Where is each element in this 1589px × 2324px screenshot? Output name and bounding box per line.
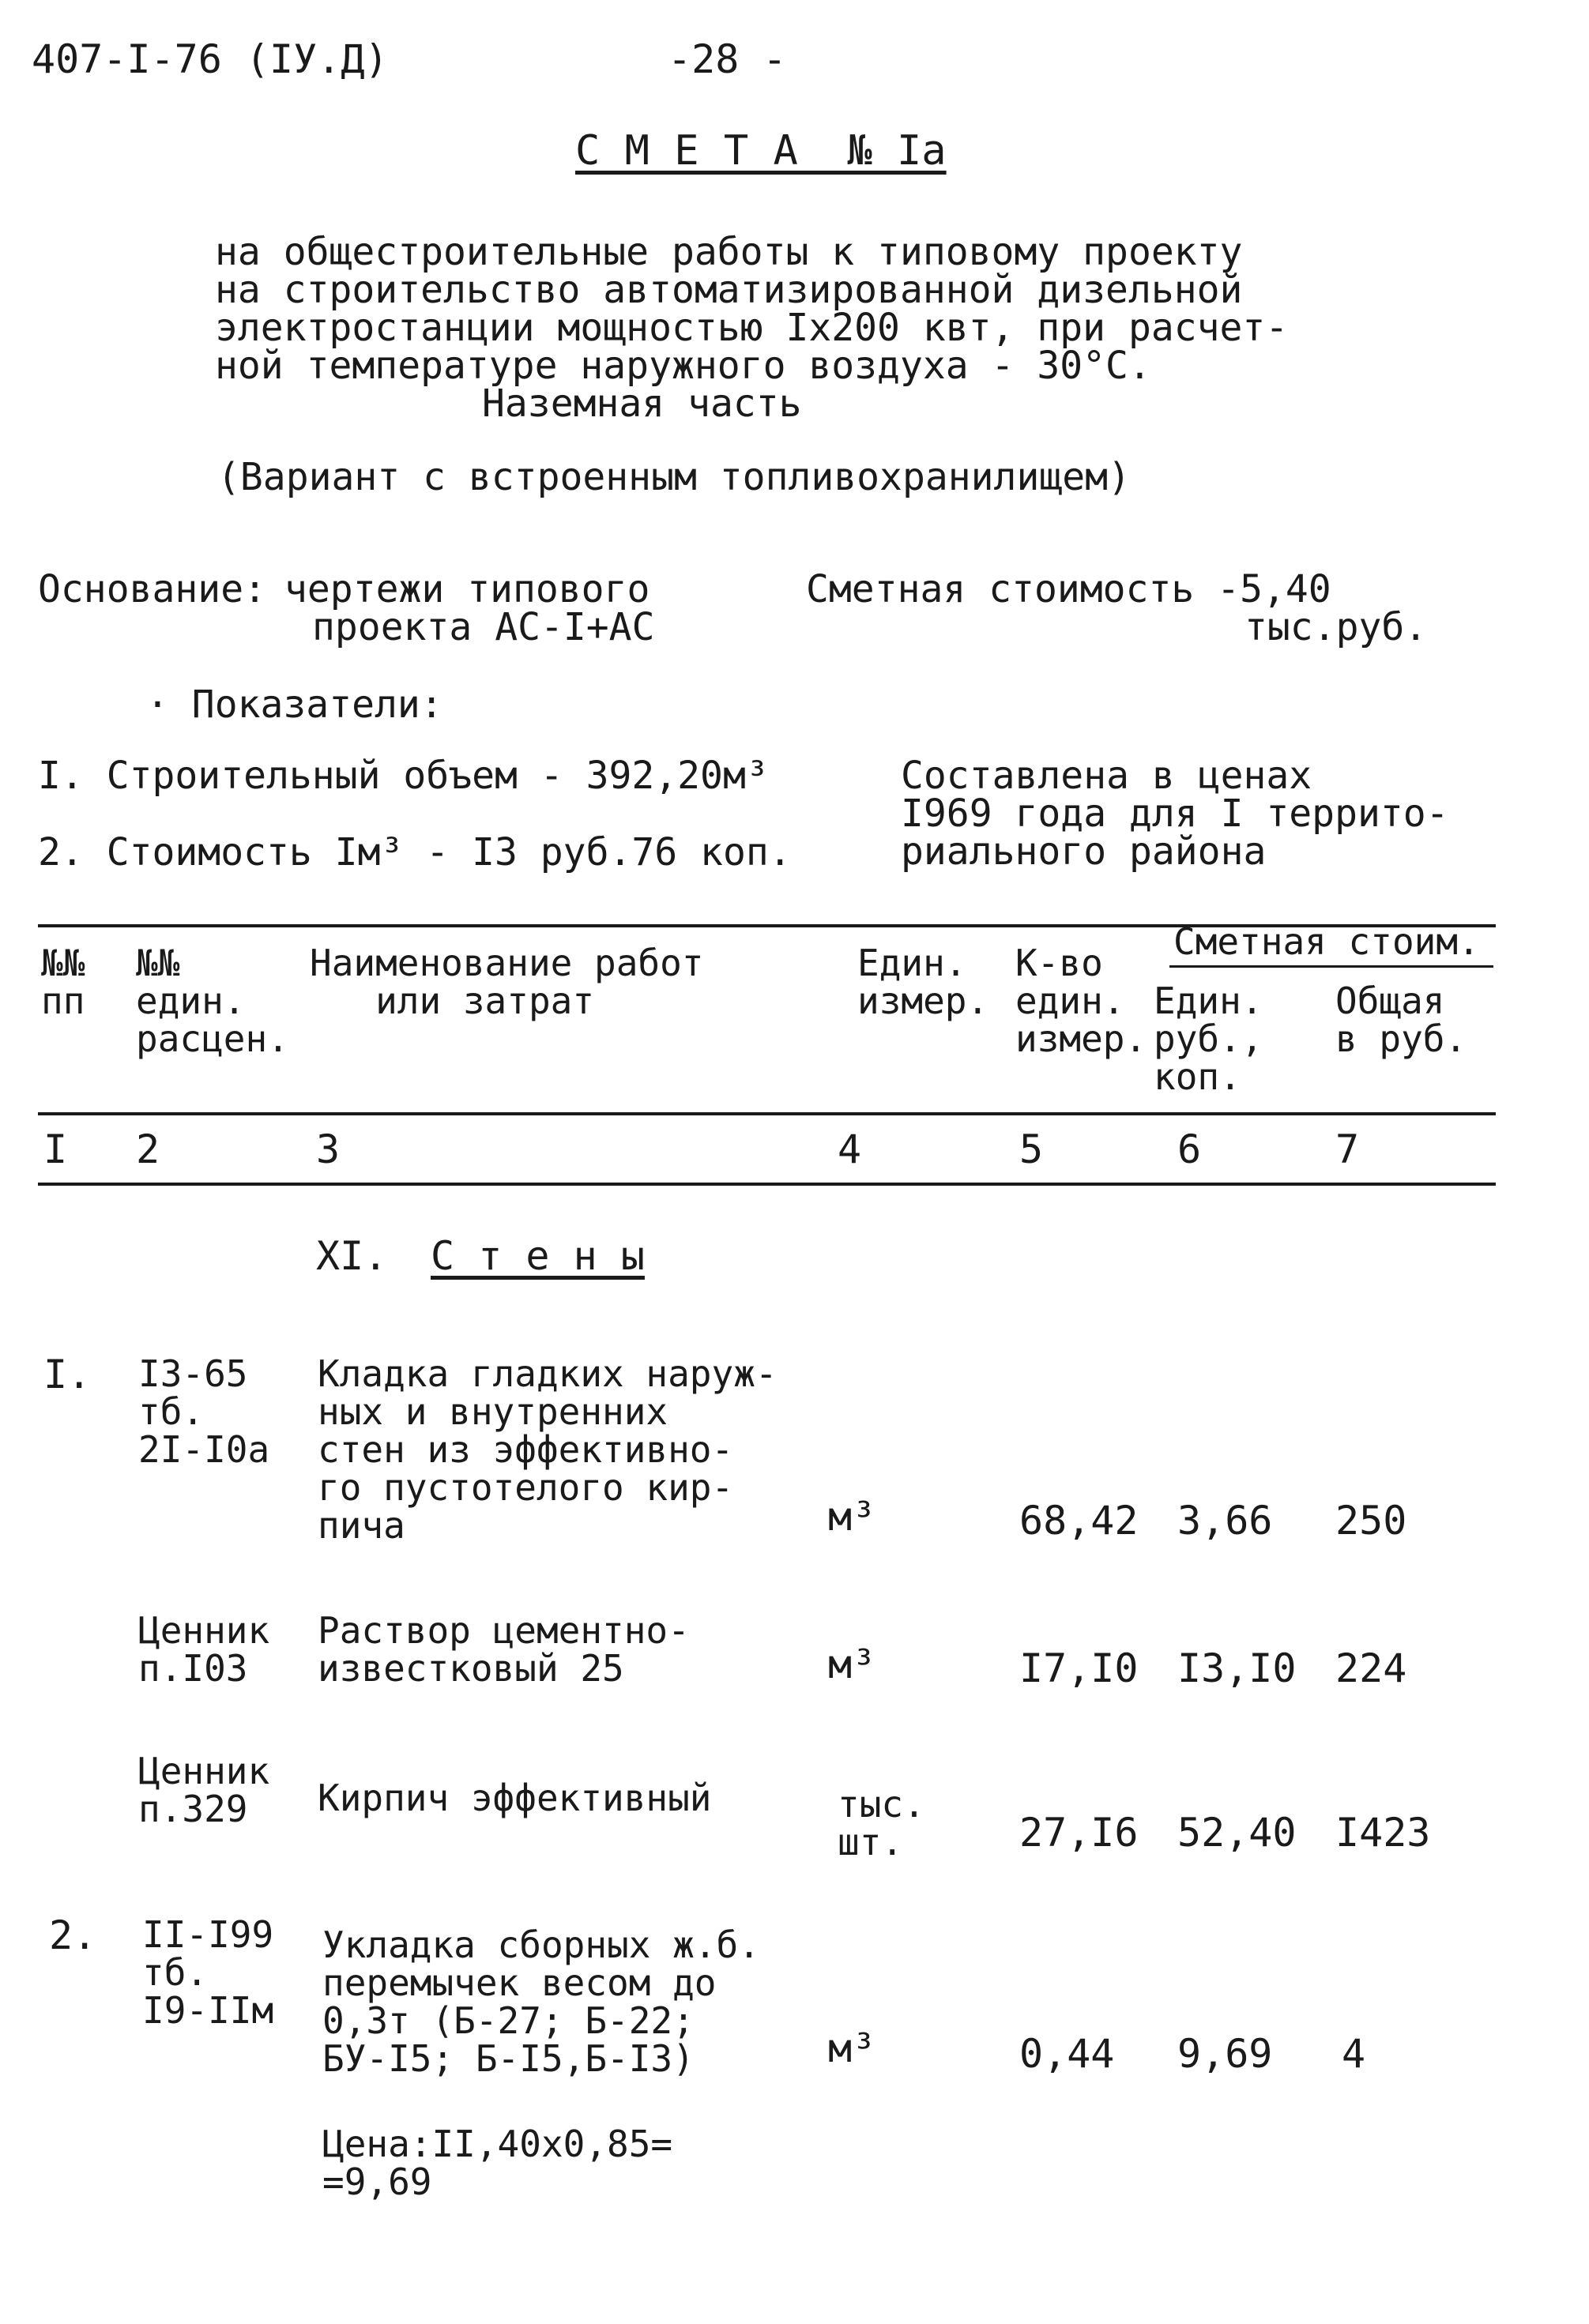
col-number-1: I: [43, 1126, 68, 1172]
indicator-unit-cost: 2. Стоимость Iм³ - I3 руб.76 коп.: [38, 830, 792, 874]
row-4-name: Укладка сборных ж.б. перемычек весом до 0,3т (Б-27; Б-22; БУ-I5; Б-I5,Б-I3): [322, 1924, 760, 2080]
subtitle-line-1: на общестроительные работы к типовому проекту: [215, 230, 1243, 274]
row-3-unit: тыс. шт.: [838, 1783, 925, 1863]
prices-note-line-3: риального района: [901, 829, 1267, 874]
row-2-code: Ценник п.I03: [138, 1609, 270, 1690]
page-title: С М Е Т А № Iа: [575, 127, 947, 175]
row-4-unit: м³: [828, 2025, 876, 2071]
header-col-2: №№ един. расцен.: [136, 942, 289, 1060]
basis-line-1: чертежи типового: [284, 567, 650, 611]
section-title: С т е н ы: [431, 1233, 645, 1279]
row-1-number: I.: [43, 1352, 92, 1397]
col-number-7: 7: [1335, 1126, 1360, 1172]
estimate-cost-unit: тыс.руб.: [1244, 605, 1428, 649]
row-2-unit: м³: [828, 1641, 876, 1687]
prices-note-line-1: Составлена в ценах: [901, 754, 1312, 798]
subtitle-line-3: электростанции мощностью Iх200 квт, при расчет-: [215, 306, 1289, 350]
indicators-label: · Показатели:: [146, 683, 443, 727]
row-2-unit-price: I3,I0: [1177, 1645, 1297, 1691]
prices-note-line-2: I969 года для I террито-: [901, 792, 1449, 836]
group-header-rule: [1169, 965, 1493, 968]
row-4-quantity: 0,44: [1019, 2031, 1115, 2077]
row-4-total: 4: [1342, 2031, 1366, 2077]
row-3-total: I423: [1335, 1810, 1431, 1856]
row-4-code: II-I99 тб. I9-IIм: [142, 1913, 274, 2032]
page-number: -28 -: [668, 36, 787, 82]
variant-note: (Вариант с встроенным топливохранилищем): [217, 455, 1131, 499]
section-roman: XI.: [316, 1233, 388, 1279]
col-number-6: 6: [1177, 1126, 1202, 1172]
row-4-number: 2.: [49, 1912, 97, 1958]
row-3-name: Кирпич эффективный: [318, 1777, 712, 1819]
row-1-unit: м³: [828, 1494, 876, 1540]
header-col-7: Общая в руб.: [1335, 980, 1467, 1060]
basis-label: Основание:: [38, 567, 266, 611]
estimate-cost: Сметная стоимость -5,40: [806, 567, 1331, 611]
row-3-code: Ценник п.329: [138, 1750, 270, 1830]
row-3-unit-price: 52,40: [1177, 1810, 1297, 1856]
header-bottom-rule: [38, 1112, 1496, 1115]
col-numbers-rule: [38, 1183, 1496, 1186]
part-title: Наземная часть: [482, 382, 802, 426]
basis-line-2: проекта АС-I+АС: [312, 605, 655, 649]
row-4-unit-price: 9,69: [1177, 2031, 1273, 2077]
subtitle-line-4: ной температуре наружного воздуха - 30°С.: [215, 344, 1151, 388]
header-col-6: Един. руб., коп.: [1154, 980, 1263, 1098]
price-calculation-note: Цена:II,40х0,85= =9,69: [322, 2123, 673, 2203]
row-1-quantity: 68,42: [1019, 1498, 1139, 1544]
col-number-5: 5: [1019, 1126, 1044, 1172]
header-col-5: К-во един. измер.: [1015, 942, 1147, 1060]
row-1-name: Кладка гладких наруж- ных и внутренних стен из эффективно- го пустотелого кир- пича: [318, 1352, 778, 1547]
row-2-quantity: I7,I0: [1019, 1645, 1139, 1691]
indicator-volume: I. Строительный объем - 392,20м³: [38, 754, 769, 798]
header-col-4: Един. измер.: [857, 942, 989, 1022]
row-1-total: 250: [1335, 1498, 1407, 1544]
row-2-name: Раствор цементно- известковый 25: [318, 1609, 690, 1690]
subtitle-line-2: на строительство автоматизированной дизельной: [215, 268, 1243, 312]
row-2-total: 224: [1335, 1645, 1407, 1691]
row-1-unit-price: 3,66: [1177, 1498, 1273, 1544]
header-col-3: Наименование работ или затрат: [310, 942, 704, 1022]
col-number-4: 4: [838, 1126, 862, 1172]
document-code: 407-I-76 (IУ.Д): [32, 36, 389, 82]
header-group-cost: Сметная стоим.: [1173, 920, 1480, 963]
row-3-quantity: 27,I6: [1019, 1810, 1139, 1856]
header-col-1: №№ пп: [41, 942, 85, 1022]
col-number-3: 3: [316, 1126, 341, 1172]
col-number-2: 2: [136, 1126, 160, 1172]
row-1-code: I3-65 тб. 2I-I0а: [138, 1352, 270, 1471]
